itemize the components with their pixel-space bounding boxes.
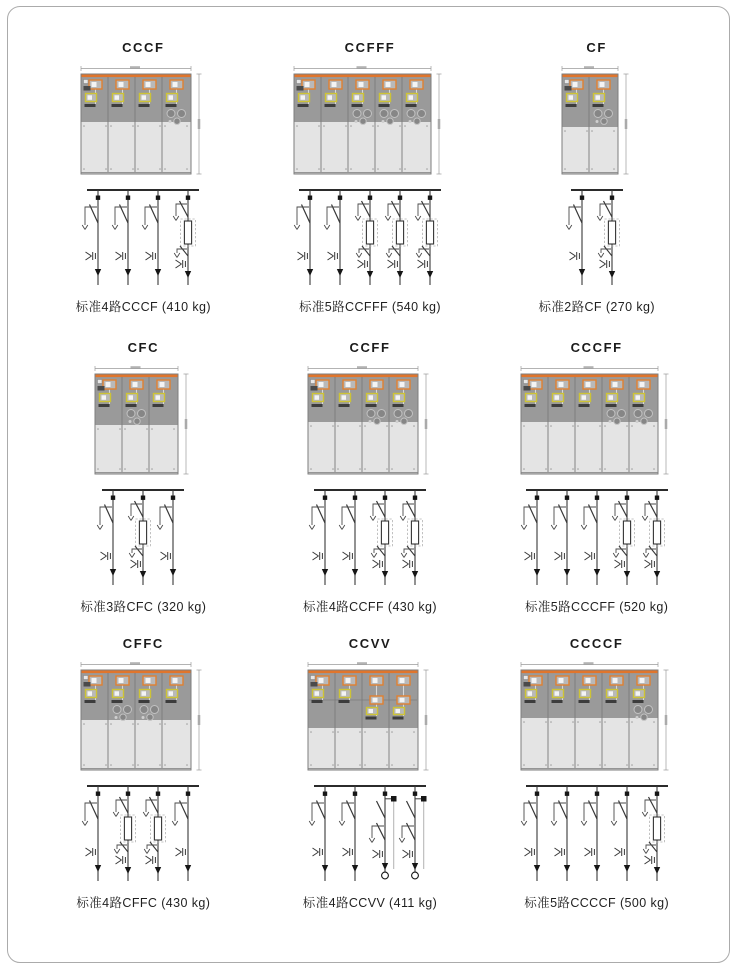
- model-cell-cccf: [76, 40, 211, 340]
- single-line-diagram: [81, 182, 205, 294]
- feeder-C: [339, 786, 358, 881]
- feeder-C: [113, 190, 132, 285]
- feeder-F: [385, 190, 407, 285]
- feeder-C: [551, 490, 570, 585]
- width-dimension-label: [584, 66, 594, 69]
- feeder-F: [415, 190, 437, 285]
- model-caption: 标准3路CFC (320 kg): [80, 600, 207, 614]
- fuse: [653, 817, 660, 840]
- single-line-diagram: [81, 778, 205, 890]
- model-caption: 标准5路CCFFF (540 kg): [299, 300, 441, 314]
- cabinet-front-drawing: [80, 64, 206, 178]
- feeder-C: [294, 190, 313, 285]
- feeder-C: [611, 786, 630, 881]
- height-dimension-label: [185, 419, 188, 429]
- feeder-F: [597, 190, 619, 285]
- fuse: [411, 521, 418, 544]
- model-cell-cccff: [520, 340, 674, 636]
- feeder-F: [114, 786, 136, 881]
- brand-mark: [524, 676, 529, 680]
- single-line-diagram: [520, 482, 674, 594]
- height-dimension-label: [665, 419, 668, 429]
- feeder-F: [400, 490, 422, 585]
- feeder-C: [521, 490, 540, 585]
- fuse: [366, 221, 373, 244]
- cabinet-front-drawing: [520, 660, 673, 774]
- model-caption: 标准4路CCCF (410 kg): [75, 300, 211, 314]
- model-title: CCCFF: [570, 340, 623, 355]
- feeder-F: [370, 490, 392, 585]
- rating-plate: [524, 386, 531, 391]
- fuse: [623, 521, 630, 544]
- feeder-C: [173, 786, 192, 881]
- width-dimension-label: [584, 662, 594, 665]
- feeder-C: [98, 490, 117, 585]
- feeder-V: [369, 786, 396, 879]
- width-dimension-label: [357, 66, 367, 69]
- models-grid: [30, 40, 710, 924]
- brand-mark: [524, 380, 529, 384]
- cabinet-front-drawing: [561, 64, 633, 178]
- feeder-F: [129, 490, 151, 585]
- feeder-C: [324, 190, 343, 285]
- rating-plate: [297, 86, 304, 91]
- model-caption: 标准4路CCFF (430 kg): [303, 600, 437, 614]
- rating-plate: [310, 386, 317, 391]
- feeder-C: [143, 190, 162, 285]
- width-dimension-label: [130, 66, 140, 69]
- model-cell-cf: [538, 40, 654, 340]
- cabinet-front-drawing: [520, 364, 673, 478]
- feeder-C: [309, 490, 328, 585]
- model-title: CCFFF: [344, 40, 396, 55]
- rating-plate: [564, 86, 571, 91]
- cable-termination: [412, 872, 419, 879]
- feeder-F: [174, 190, 196, 285]
- fuse: [426, 221, 433, 244]
- model-cell-cfc: [80, 340, 206, 636]
- brand-mark: [84, 80, 89, 84]
- model-title: CFC: [127, 340, 160, 355]
- feeder-F: [612, 490, 634, 585]
- width-dimension-label: [130, 366, 140, 369]
- width-dimension-label: [357, 366, 367, 369]
- single-line-diagram: [293, 182, 447, 294]
- model-title: CCCF: [122, 40, 165, 55]
- model-title: CCCCF: [569, 636, 624, 651]
- brand-mark: [97, 380, 102, 384]
- model-caption: 标准5路CCCFF (520 kg): [524, 600, 669, 614]
- feeder-C: [83, 190, 102, 285]
- height-dimension-label: [425, 715, 428, 725]
- fuse: [140, 521, 147, 544]
- model-cell-ccff: [303, 340, 437, 636]
- rating-plate: [84, 86, 91, 91]
- feeder-C: [83, 786, 102, 881]
- cabinet-front-drawing: [293, 64, 446, 178]
- cabinet-front-drawing: [80, 660, 206, 774]
- feeder-C: [566, 190, 585, 285]
- single-line-diagram: [308, 778, 432, 890]
- brand-mark: [310, 380, 315, 384]
- fuse: [608, 221, 615, 244]
- fuse: [396, 221, 403, 244]
- feeder-C: [551, 786, 570, 881]
- model-title: CCVV: [348, 636, 392, 651]
- feeder-C: [158, 490, 177, 585]
- model-cell-ccvv: [303, 636, 437, 924]
- model-title: CF: [586, 40, 607, 55]
- cable-termination: [382, 872, 389, 879]
- fuse: [381, 521, 388, 544]
- feeder-F: [144, 786, 166, 881]
- rating-plate: [84, 682, 91, 687]
- height-dimension-label: [624, 119, 627, 129]
- fuse: [185, 221, 192, 244]
- brand-mark: [564, 80, 569, 84]
- rating-plate: [310, 682, 317, 687]
- single-line-diagram: [565, 182, 629, 294]
- model-caption: 标准4路CCVV (411 kg): [302, 896, 438, 910]
- fuse: [125, 817, 132, 840]
- cabinet-front-drawing: [307, 364, 433, 478]
- brand-mark: [297, 80, 302, 84]
- model-title: CFFC: [122, 636, 164, 651]
- height-dimension-label: [198, 119, 201, 129]
- single-line-diagram: [308, 482, 432, 594]
- fuse: [155, 817, 162, 840]
- cabinet-front-drawing: [307, 660, 433, 774]
- width-dimension-label: [357, 662, 367, 665]
- model-cell-ccfff: [293, 40, 447, 340]
- feeder-C: [521, 786, 540, 881]
- rating-plate: [97, 386, 104, 391]
- model-cell-cffc: [76, 636, 210, 924]
- brand-mark: [84, 676, 89, 680]
- height-dimension-label: [425, 419, 428, 429]
- width-dimension-label: [130, 662, 140, 665]
- feeder-V: [399, 786, 426, 879]
- feeder-C: [309, 786, 328, 881]
- feeder-C: [581, 786, 600, 881]
- fuse: [653, 521, 660, 544]
- feeder-C: [339, 490, 358, 585]
- feeder-F: [355, 190, 377, 285]
- feeder-C: [581, 490, 600, 585]
- brand-mark: [310, 676, 315, 680]
- cabinet-front-drawing: [94, 364, 193, 478]
- height-dimension-label: [198, 715, 201, 725]
- height-dimension-label: [438, 119, 441, 129]
- feeder-F: [642, 786, 664, 881]
- rating-plate: [524, 682, 531, 687]
- single-line-diagram: [96, 482, 190, 594]
- single-line-diagram: [520, 778, 674, 890]
- model-cell-ccccf: [520, 636, 674, 924]
- width-dimension-label: [584, 366, 594, 369]
- model-caption: 标准2路CF (270 kg): [538, 300, 655, 314]
- model-title: CCFF: [349, 340, 391, 355]
- model-caption: 标准4路CFFC (430 kg): [76, 896, 211, 910]
- model-caption: 标准5路CCCCF (500 kg): [524, 896, 670, 910]
- height-dimension-label: [665, 715, 668, 725]
- feeder-F: [642, 490, 664, 585]
